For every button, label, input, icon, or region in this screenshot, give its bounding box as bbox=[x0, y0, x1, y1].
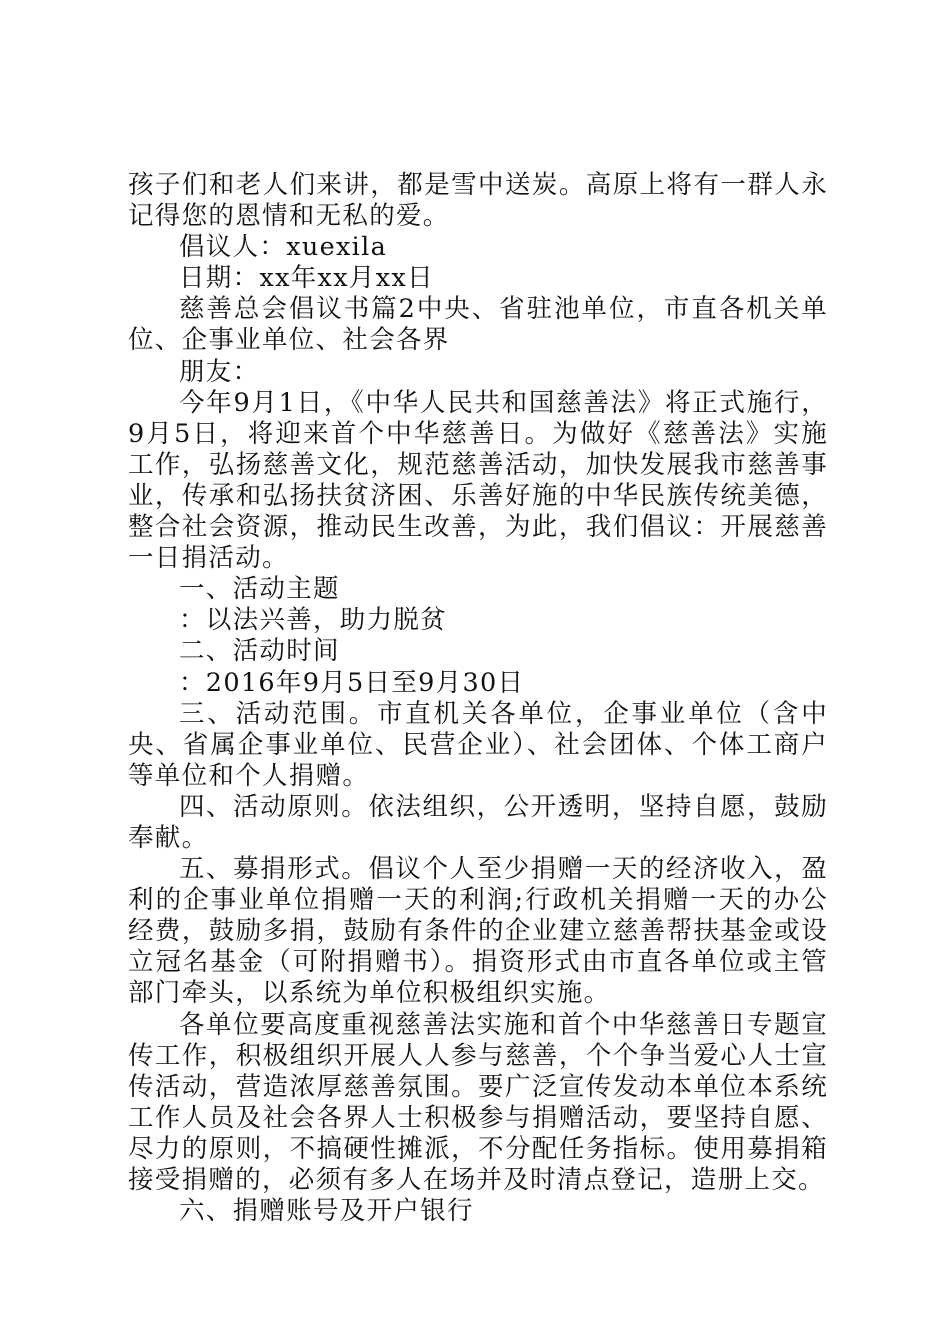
section-heading-theme: 一、活动主题 bbox=[179, 574, 340, 605]
paragraph-intro: 今年9月1日，《中华人民共和国慈善法》将正式施行，9月5日，将迎来首个中华慈善日。为做好《慈善法》实施工作，弘扬慈善文化，规范慈善活动，加快发展我市慈善事业，传承和弘扬扶贫济困、乐善好施的中华民族传统美德，整合社会资源，推动民生改善，为此，我们倡议：开展慈善一日捐活动。 bbox=[128, 387, 828, 574]
section-heading-account: 六、捐赠账号及开户银行 bbox=[179, 1196, 474, 1227]
paragraph-proposer: 倡议人：xuexila bbox=[179, 232, 388, 263]
paragraph-theme: ：以法兴善，助力脱贫 bbox=[179, 605, 448, 636]
paragraph-time: ：2016年9月5日至9月30日 bbox=[179, 667, 525, 698]
paragraph-continuation: 孩子们和老人们来讲，都是雪中送炭。高原上将有一群人永记得您的恩情和无私的爱。 bbox=[128, 170, 828, 232]
document-body bbox=[128, 170, 828, 1227]
paragraph-donation-form: 五、募捐形式。倡议个人至少捐赠一天的经济收入，盈利的企事业单位捐赠一天的利润;行政机关捐赠一天的办公经费，鼓励多捐，鼓励有条件的企业建立慈善帮扶基金或设立冠名基金（可附捐赠书）。捐资形式由市直各单位或主管部门牵头，以系统为单位积极组织实施。 bbox=[128, 854, 828, 1009]
paragraph-principles: 四、活动原则。依法组织，公开透明，坚持自愿，鼓励奉献。 bbox=[128, 791, 828, 853]
paragraph-salutation: 朋友： bbox=[179, 356, 260, 387]
paragraph-scope: 三、活动范围。市直机关各单位，企事业单位（含中央、省属企事业单位、民营企业）、社会团体、个体工商户等单位和个人捐赠。 bbox=[128, 698, 828, 791]
paragraph-date: 日期：xx年xx月xx日 bbox=[179, 263, 434, 294]
section-heading-time: 二、活动时间 bbox=[179, 636, 340, 667]
paragraph-addressees: 慈善总会倡议书篇2中央、省驻池单位，市直各机关单位、企事业单位、社会各界 bbox=[128, 294, 828, 356]
paragraph-publicity: 各单位要高度重视慈善法实施和首个中华慈善日专题宣传工作，积极组织开展人人参与慈善，个个争当爱心人士宣传活动，营造浓厚慈善氛围。要广泛宣传发动本单位本系统工作人员及社会各界人士积极参与捐赠活动，要坚持自愿、尽力的原则，不搞硬性摊派，不分配任务指标。使用募捐箱接受捐赠的，必须有多人在场并及时清点登记，造册上交。 bbox=[128, 1009, 828, 1195]
